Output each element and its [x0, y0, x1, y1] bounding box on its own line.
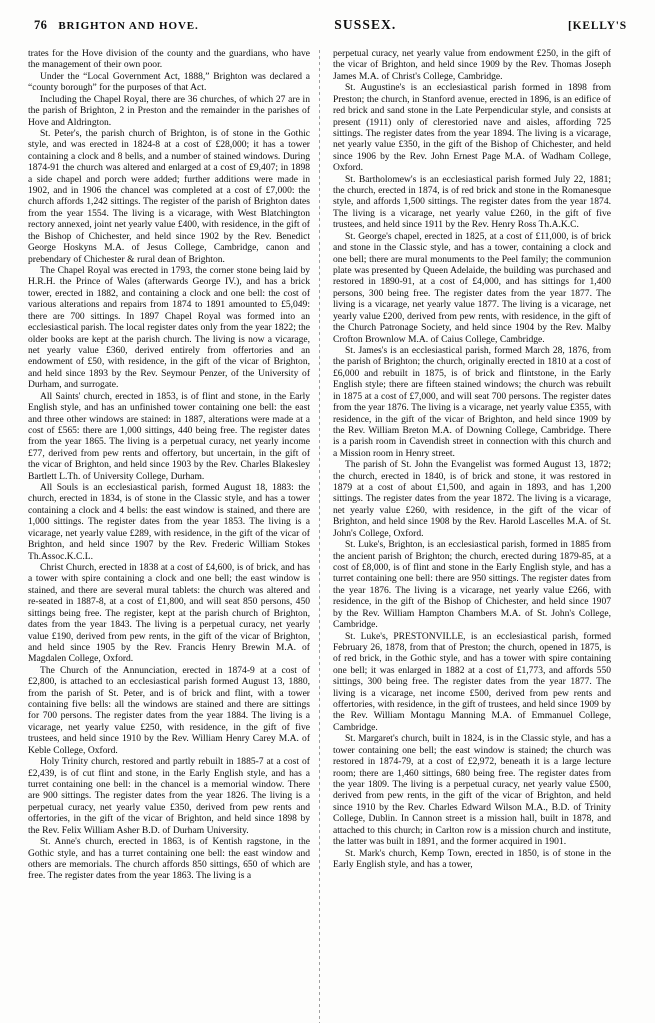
header-county-name: SUSSEX. — [334, 17, 397, 32]
running-header — [28, 17, 629, 32]
paragraph: The parish of St. John the Evangelist was formed August 13, 1872; the church, erected in 1840, is of brick and stone, it was restored in 1879 at a cost of about £1,500, and again in 1893, and has 1,200 sittings. The register dates from the year 1872. The living is a vicarage, net yearly value £260, with residence, in the gift of the vicar of Brighton, and held since 1908 by the Rev. Harold Lascelles M.A. of St. John's College, Oxford. — [333, 459, 611, 539]
right-text-column — [320, 48, 611, 1023]
paragraph: St. Peter's, the parish church of Brighton, is of stone in the Gothic style, and was erected in 1824-8 at a cost of £28,000; it has a tower containing a clock and 8 bells, and a number of stained windows. During 1874-91 the church was altered and enlarged at a cost of £9,407; in 1898 a side chapel and porch were added; further additions were made in 1902, and in 1906 the chancel was completed at a cost of £7,000: the church affords 1,242 sittings. The register of the parish of Brighton dates from the year 1554. The living is a vicarage, with West Blatchington rectory annexed, joint net yearly value £400, with residence, in the gift of the Bishop of Chichester, and held since 1902 by the Rev. Benedict George Hoskyns M.A. of Jesus College, Cambridge, canon and prebendary of Chichester & rural dean of Brighton. — [28, 127, 310, 265]
paragraph: St. Margaret's church, built in 1824, is in the Classic style, and has a tower containing one bell; the east window is stained; the church was restored in 1874-79, at a cost of £2,972, beneath it is a large lecture room; there are 1,460 sittings, 680 being free. The register dates from the year 1809. The living is a perpetual curacy, net yearly value £500, derived from pew rents, in the gift of the vicar of Brighton, and held since 1910 by the Rev. Charles Edward Wilson M.A., B.D. of Trinity College, Dublin. In Cannon street is a mission hall, built in 1878, and attached to this church; in Carlton row is a mission church and institute, the latter was built in 1891, and the former acquired in 1901. — [333, 733, 611, 848]
header-left-group — [34, 18, 199, 33]
paragraph: trates for the Hove division of the county and the guardians, who have the management of their own poor. — [28, 48, 310, 71]
paragraph: All Saints' church, erected in 1853, is of flint and stone, in the Early English style, and has an unfinished tower containing one bell: the east and three other windows are stained: in 1887, alterations were made at a cost of £565: there are 1,000 sittings, 440 being free. The register dates from the year 1865. The living is a perpetual curacy, net yearly income £77, derived from pew rents and offertory, but uncertain, in the gift of the vicar of Brighton, and held since 1903 by the Rev. Charles Blakesley Bartlett L.Th. of University College, Durham. — [28, 390, 310, 482]
paragraph: St. Mark's church, Kemp Town, erected in 1850, is of stone in the Early English style, and has a tower, — [333, 847, 611, 870]
paragraph: The Chapel Royal was erected in 1793, the corner stone being laid by H.R.H. the Prince of Wales (afterwards George IV.), and has a brick tower, erected in 1882, and containing a clock and one bell: the cost of various alterations and repairs from 1874 to 1891 amounted to £5,049: there are 700 sittings. In 1897 Chapel Royal was formed into an ecclesiastical parish. The local register dates only from the year 1822; the older books are kept at the parish church. The living is now a vicarage, net yearly value £360, derived entirely from offertories and an endowment of £50, with residence, in the gift of the vicar of Brighton, and held since 1893 by the Rev. Seymour Penzer, of the University of Durham, and surrogate. — [28, 265, 310, 391]
header-publisher-mark: [KELLY'S — [567, 20, 627, 32]
paragraph: St. Bartholomew's is an ecclesiastical parish formed July 22, 1881; the church, erected in 1874, is of red brick and stone in the Romanesque style, and affords 1,500 sittings. The register dates from the year 1874. The living is a vicarage, net yearly value £260, in the gift of five trustees, and held since 1911 by the Rev. Henry Ross Th.A.K.C. — [333, 173, 611, 231]
paragraph: St. Luke's, Brighton, is an ecclesiastical parish, formed in 1885 from the ancient parish of Brighton; the church, erected during 1879-85, at a cost of £8,000, is of flint and stone in the Early English style, and has a turret containing one bell: there are 950 sittings. The register dates from the year 1876. The living is a vicarage, net yearly value £266, with residence, in the gift of the Bishop of Chichester, and held since 1907 by the Rev. William Hampton Chambers M.A. of St. John's College, Cambridge. — [333, 539, 611, 631]
paragraph: St. Anne's church, erected in 1863, is of Kentish ragstone, in the Gothic style, and has a turret containing one bell: the east window and others are memorials. The church affords 850 sittings, 650 of which are free. The register dates from the year 1863. The living is a — [28, 836, 310, 882]
paragraph: St. James's is an ecclesiastical parish, formed March 28, 1876, from the parish of Brighton; the church, originally erected in 1810 at a cost of £6,000 and rebuilt in 1875, is of brick and flintstone, in the Early English style; there are fifteen stained windows; the church was rebuilt in 1875 at a cost of £7,000, and will seat 700 persons. The register dates from the year 1876. The living is a vicarage, net yearly value £355, with residence, in the gift of the vicar of Brighton, and held since 1909 by the Rev. William Breton M.A. of Downing College, Cambridge. There is a parish room in Cavendish street in connection with this church and a Mission room in Henry street. — [333, 344, 611, 459]
paragraph: perpetual curacy, net yearly value from endowment £250, in the gift of the vicar of Brighton, and held since 1909 by the Rev. Thomas Joseph James M.A. of Christ's College, Cambridge. — [333, 48, 611, 82]
paragraph: Under the “Local Government Act, 1888,” Brighton was declared a “county borough” for the purposes of that Act. — [28, 70, 310, 94]
paragraph: All Souls is an ecclesiastical parish, formed August 18, 1883: the church, erected in 1834, is of stone in the Classic style, and has a tower containing a clock and 4 bells: the east window is stained, and there are 1,000 sittings. The register dates from the year 1853. The living is a vicarage, net yearly value £289, with residence, in the gift of the vicar of Brighton, and held since 1907 by the Rev. Frederic William Stokes Th.Assoc.K.C.L. — [28, 482, 310, 562]
header-place-name: BRIGHTON AND HOVE. — [58, 20, 199, 32]
paragraph: Holy Trinity church, restored and partly rebuilt in 1885-7 at a cost of £2,439, is of cut flint and stone, in the Early English style, and has a turret containing one bell: in the chancel is a memorial window. There are 900 sittings. The register dates from the year 1826. The living is a perpetual curacy, net yearly value £350, derived from pew rents and offertories, in the gift of the vicar of Brighton, and held since 1898 by the Rev. Felix William Asher B.D. of Durham University. — [28, 756, 310, 836]
paragraph: Christ Church, erected in 1838 at a cost of £4,600, is of brick, and has a tower with spire containing a clock and one bell; the east window is stained, and there are several mural tablets: the church was altered and re-seated in 1887-8, at a cost of £1,800, and will seat 850 persons, 450 sittings being free. The register, kept at the parish church of Brighton, dates from the year 1843. The living is a perpetual curacy, net yearly value £190, derived from pew rents, in the gift of the vicar of Brighton, and held since 1905 by the Rev. Francis Henry Brewin M.A. of Magdalen College, Oxford. — [28, 561, 310, 665]
paragraph: Including the Chapel Royal, there are 36 churches, of which 27 are in the parish of Brighton, 2 in Preston and the remainder in the parishes of Hove and Aldrington. — [28, 93, 310, 128]
paragraph: St. Luke's, PRESTONVILLE, is an ecclesiastical parish, formed February 26, 1878, from that of Preston; the church, opened in 1875, is of red brick, in the Gothic style, and has a tower with spire containing one bell; it was enlarged in 1882 at a cost of £1,773, and affords 550 sittings, 300 being free. The register dates from the year 1877. The living is a vicarage, net income £500, derived from pew rents and offertories, with residence, in the gift of trustees, and held since 1909 by the Rev. William Montagu Manning M.A. of Emmanuel College, Cambridge. — [333, 630, 611, 733]
left-text-column — [28, 48, 319, 1023]
paragraph: The Church of the Annunciation, erected in 1874-9 at a cost of £2,800, is attached to an ecclesiastical parish formed August 13, 1880, from the parish of St. Peter, and is of brick and flint, with a tower containing five bells: all the windows are stained and there are sittings for 700 persons. The register dates from the year 1884. The living is a vicarage, net yearly value £250, with residence, in the gift of five trustees, and held since 1910 by the Rev. William Henry Carey M.A. of Keble College, Oxford. — [28, 664, 310, 756]
page-folio-number: 76 — [34, 18, 48, 32]
two-column-text-body — [28, 48, 629, 1023]
paragraph: St. George's chapel, erected in 1825, at a cost of £11,000, is of brick and stone in the Classic style, and has a tower, containing a clock and one bell; there are mural monuments to the Peel family; the communion plate was presented by Queen Adelaide, the building was purchased and restored in 1890-91, at a cost of £4,000, and has sittings for 1,400 persons, 300 being free. The register dates from the year 1877. The living is a vicarage, net yearly value 1877. The living is a vicarage, net yearly value £200, derived from pew rents, with residence, in the gift of the Church Patronage Society, and held since 1904 by the Rev. Malby Crofton Brownlow M.A. of Caius College, Cambridge. — [333, 230, 611, 345]
paragraph: St. Augustine's is an ecclesiastical parish formed in 1898 from Preston; the church, in Stanford avenue, erected in 1896, is an edifice of red brick and sand stone in the Late Perpendicular style, and consists at present (1911) only of clerestoried nave and aisles, affording 725 sittings. The register dates from the year 1894. The living is a vicarage, net yearly value £350, in the gift of the Bishop of Chichester, and held since 1906 by the Rev. John Ernest Page M.A. of Wadham College, Oxford. — [333, 82, 611, 174]
column-divider-rule — [319, 50, 320, 1023]
